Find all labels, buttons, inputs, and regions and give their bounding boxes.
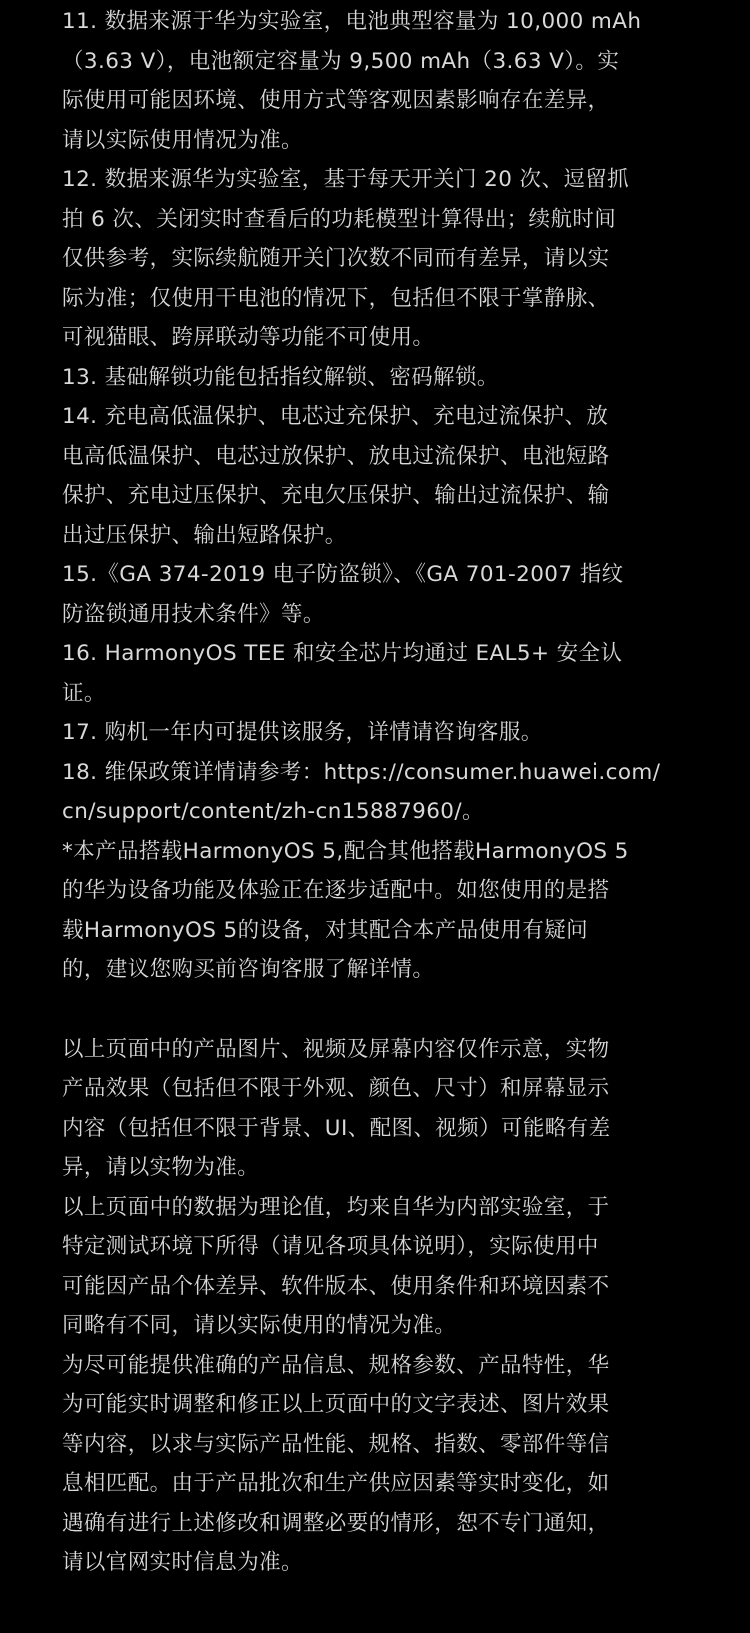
footnote-harmonyos: *本产品搭载HarmonyOS 5,配合其他搭载HarmonyOS 5 的华为设备功能及体验正在逐步适配中。如您使用的是搭 载HarmonyOS 5的设备，对其配合本产品使用有疑问 的，建议您购买前咨询客服了解详情。 xyxy=(62,838,629,982)
footnote-13: 13. 基础解锁功能包括指纹解锁、密码解锁。 xyxy=(62,364,499,390)
footnote-12: 12. 数据来源华为实验室，基于每天开关门 20 次、逗留抓 拍 6 次、关闭实时查看后的功耗模型计算得出；续航时间 仅供参考，实际续航随开关门次数不同而有差异，请以实 际为准；仅使用干电池的情况下，包括但不限于掌静脉、 可视猫眼、跨屏联动等功能不可使用。 xyxy=(62,167,630,350)
disclaimer-images: 以上页面中的产品图片、视频及屏幕内容仅作示意，实物 产品效果（包括但不限于外观、颜色、尺寸）和屏幕显示 内容（包括但不限于背景、UI、配图、视频）可能略有差 异，请以实物为准。 xyxy=(62,1036,611,1180)
disclaimer-data: 以上页面中的数据为理论值，均来自华为内部实验室，于 特定测试环境下所得（请见各项具体说明），实际使用中 可能因产品个体差异、软件版本、使用条件和环境因素不 同略有不同，请以实际使用的情况为准。 xyxy=(62,1194,610,1338)
footnotes-block xyxy=(62,2,702,1583)
footnote-14: 14. 充电高低温保护、电芯过充保护、充电过流保护、放 电高低温保护、电芯过放保护、放电过流保护、电池短路 保护、充电过压保护、充电欠压保护、输出过流保护、输 出过压保护、输出短路保护。 xyxy=(62,404,610,548)
footnote-15: 15.《GA 374-2019 电子防盗锁》、《GA 701-2007 指纹 防盗锁通用技术条件》等。 xyxy=(62,562,624,627)
footnote-17: 17. 购机一年内可提供该服务，详情请咨询客服。 xyxy=(62,720,543,745)
disclaimer-updates: 为尽可能提供准确的产品信息、规格参数、产品特性，华 为可能实时调整和修正以上页面中的文字表述、图片效果 等内容，以求与实际产品性能、规格、指数、零部件等信 息相匹配。由于产品批次和生产供应因素等实时变化，如 遇确有进行上述修改和调整必要的情形，恕不专门通知， 请以官网实时信息为准。 xyxy=(62,1352,610,1575)
footnote-18: 18. 维保政策详情请参考：https://consumer.huawei.com/ cn/support/content/zh-cn15887960/。 xyxy=(62,759,661,824)
section-spacer xyxy=(62,990,702,1030)
footnote-11: 11. 数据来源于华为实验室，电池典型容量为 10,000 mAh （3.63 V），电池额定容量为 9,500 mAh（3.63 V）。实 际使用可能因环境、使用方式等客观因素影响存在差异， 请以实际使用情况为准。 xyxy=(62,9,642,153)
footnote-16: 16. HarmonyOS TEE 和安全芯片均通过 EAL5+ 安全认 证。 xyxy=(62,641,623,706)
